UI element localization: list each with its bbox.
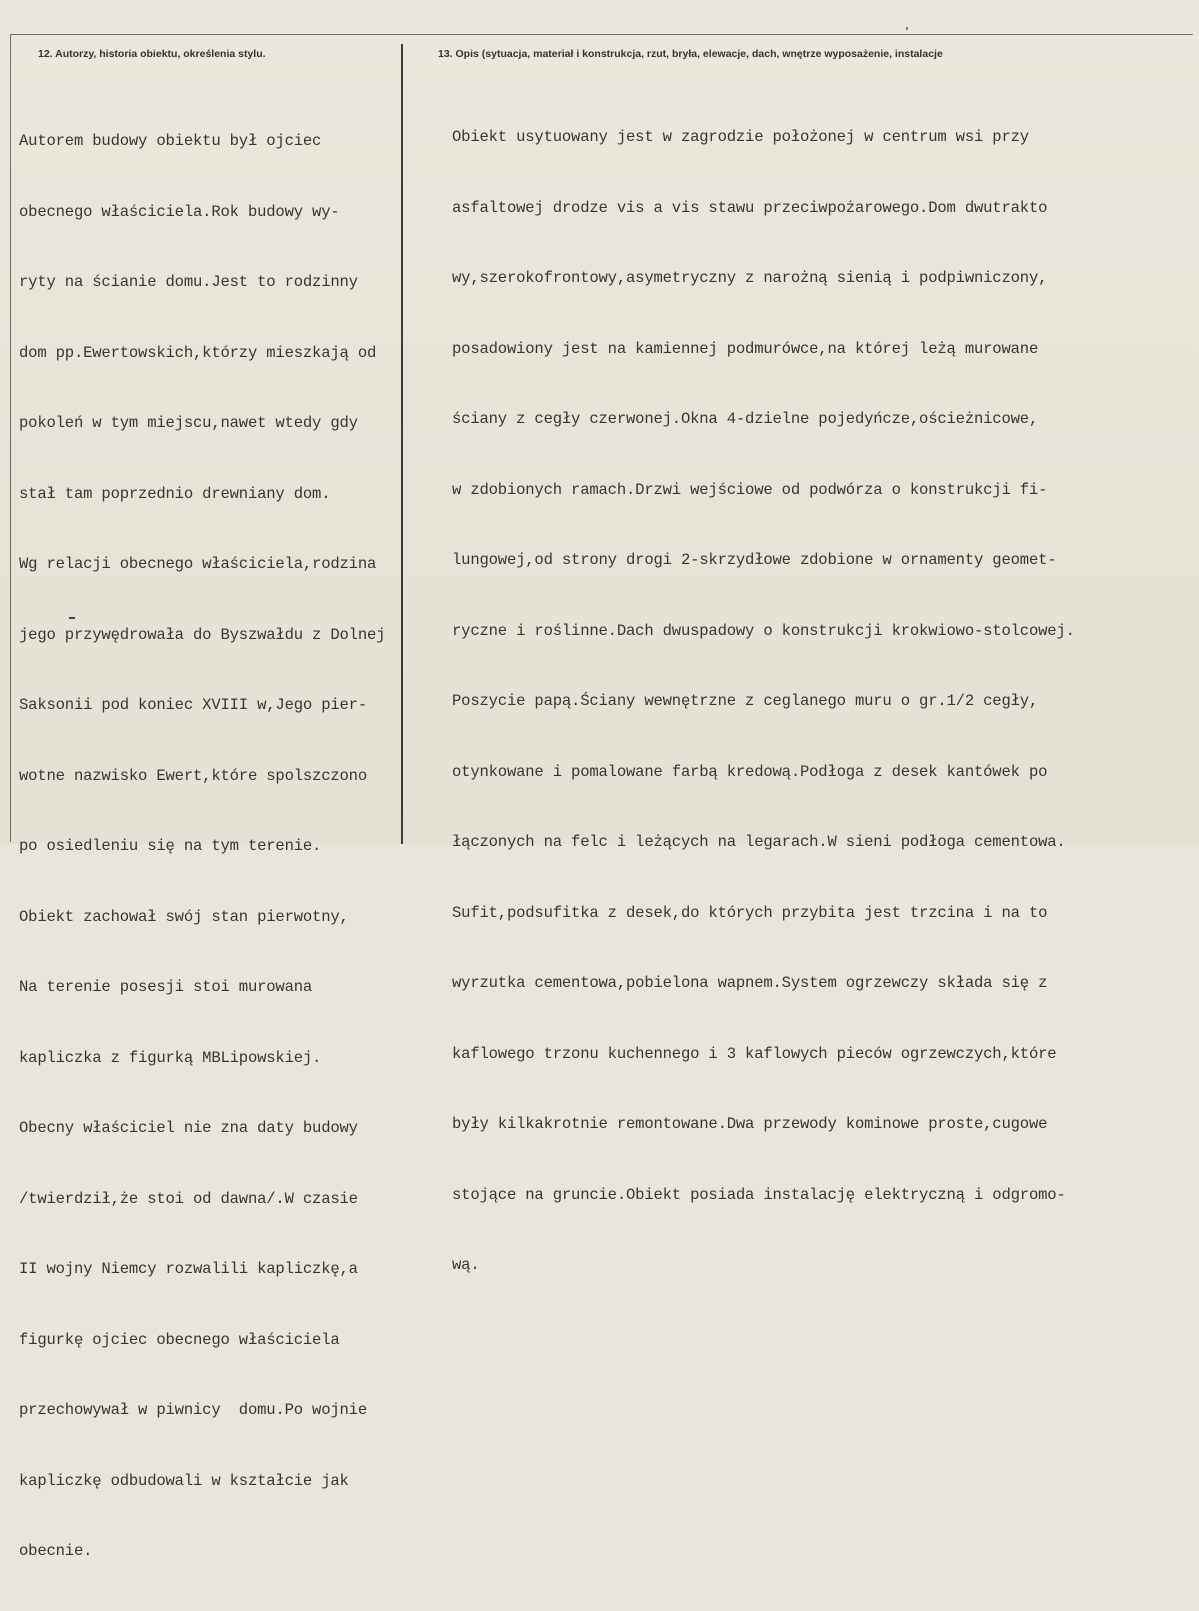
text-line: łączonych na felc i leżących na legarach.W sieni podłoga cementowa. — [452, 833, 1066, 851]
text-line: figurkę ojciec obecnego właściciela — [19, 1330, 340, 1349]
text-line: Sufit,podsufitka z desek,do których przybita jest trzcina i na to — [452, 903, 1048, 922]
text-line: Obiekt usytuowany jest w zagrodzie położonej w centrum wsi przy — [452, 128, 1029, 146]
text-line: Autorem budowy obiektu był ojciec — [19, 132, 322, 150]
text-line: posadowiony jest na kamiennej podmurówce,na której leżą murowane — [452, 339, 1039, 358]
text-line: obecnego właściciela.Rok budowy wy- — [19, 202, 340, 221]
paper-speck — [906, 27, 908, 30]
text-line: Na terenie posesji stoi murowana — [19, 978, 313, 996]
text-line: otynkowane i pomalowane farbą kredową.Podłoga z desek kantówek po — [452, 762, 1048, 781]
text-line: wą. — [452, 1256, 480, 1274]
text-line: ryczne i roślinne.Dach dwuspadowy o konstrukcji krokwiowo-stolcowej. — [452, 621, 1075, 640]
text-line: kaflowego trzonu kuchennego i 3 kaflowych pieców ogrzewczych,które — [452, 1044, 1057, 1063]
text-line: Obecny właściciel nie zna daty budowy — [19, 1119, 358, 1137]
text-line: Poszycie papą.Ściany wewnętrzne z ceglanego muru o gr.1/2 cegły, — [452, 692, 1039, 710]
section-12-heading: 12. Autorzy, historia obiektu, określenia stylu. — [38, 48, 266, 60]
text-line: po osiedleniu się na tym terenie. — [19, 837, 322, 855]
text-line: kapliczkę odbudowali w kształcie jak — [19, 1471, 349, 1490]
text-line: wotne nazwisko Ewert,które spolszczono — [19, 766, 367, 785]
text-line: stojące na gruncie.Obiekt posiada instalację elektryczną i odgromo- — [452, 1185, 1066, 1204]
text-line: dom pp.Ewertowskich,którzy mieszkają od — [19, 343, 377, 362]
text-line: Obiekt zachował swój stan pierwotny, — [19, 907, 349, 926]
text-line: Wg relacji obecnego właściciela,rodzina — [19, 555, 377, 573]
text-line: lungowej,od strony drogi 2-skrzydłowe zdobione w ornamenty geomet- — [452, 551, 1057, 569]
text-line: wyrzutka cementowa,pobielona wapnem.System ogrzewczy składa się z — [452, 974, 1048, 992]
text-line: Saksonii pod koniec XVIII w,Jego pier- — [19, 696, 367, 714]
text-line: były kilkakrotnie remontowane.Dwa przewody kominowe proste,cugowe — [452, 1115, 1048, 1133]
text-line: II wojny Niemcy rozwalili kapliczkę,a — [19, 1260, 358, 1278]
text-line: w zdobionych ramach.Drzwi wejściowe od podwórza o konstrukcji fi- — [452, 480, 1048, 499]
text-line: asfaltowej drodze vis a vis stawu przeciwpożarowego.Dom dwutrakto — [452, 198, 1048, 217]
text-line: jego przywędrowała do Byszwałdu z Dolnej — [19, 625, 386, 644]
column-divider — [401, 44, 403, 844]
section-12-text — [19, 83, 385, 1611]
end-dash — [69, 617, 75, 619]
section-13-heading: 13. Opis (sytuacja, materiał i konstrukcja, rzut, bryła, elewacje, dach, wnętrze wyposażenie, instalacje — [438, 48, 943, 60]
text-line: obecnie. — [19, 1542, 93, 1560]
text-line: /twierdził,że stoi od dawna/.W czasie — [19, 1189, 358, 1208]
section-13-text — [452, 79, 1075, 1325]
text-line: stał tam poprzednio drewniany dom. — [19, 484, 331, 503]
text-line: pokoleń w tym miejscu,nawet wtedy gdy — [19, 414, 358, 432]
text-line: wy,szerokofrontowy,asymetryczny z narożną sienią i podpiwniczony, — [452, 269, 1048, 287]
text-line: ściany z cegły czerwonej.Okna 4-dzielne pojedyńcze,ościeżnicowe, — [452, 410, 1039, 428]
text-line: kapliczka z figurką MBLipowskiej. — [19, 1048, 322, 1067]
text-line: przechowywał w piwnicy domu.Po wojnie — [19, 1401, 367, 1419]
text-line: ryty na ścianie domu.Jest to rodzinny — [19, 273, 358, 291]
